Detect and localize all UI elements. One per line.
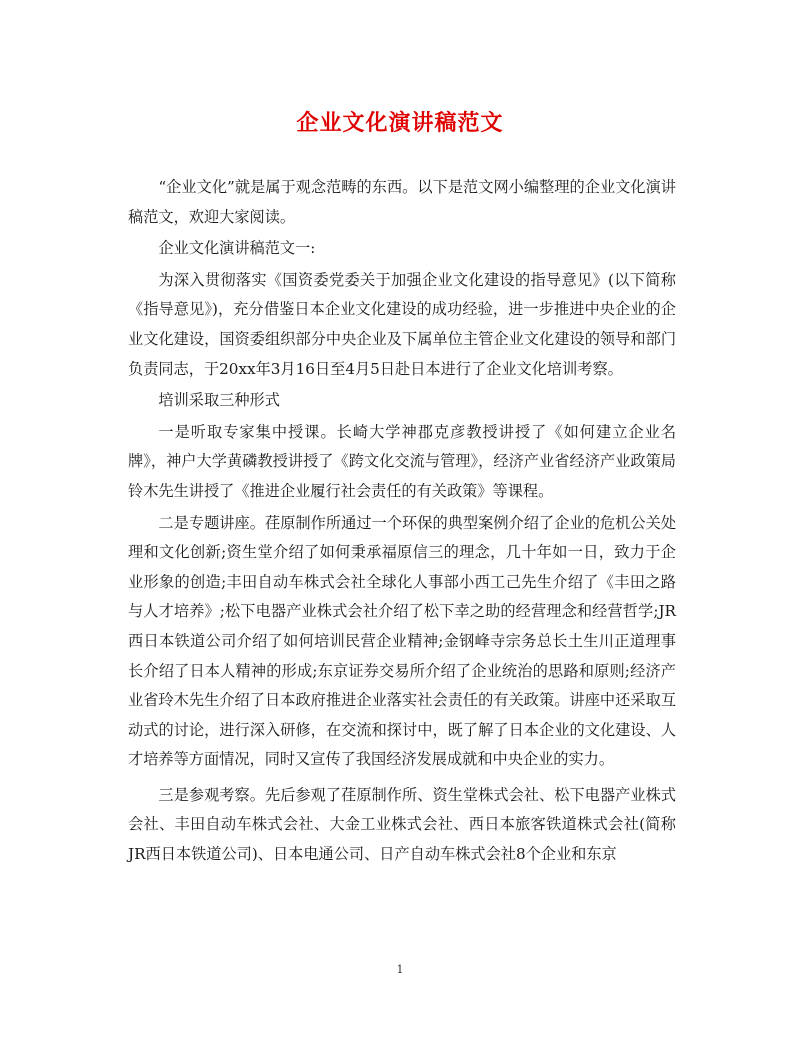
paragraph-heading-one: 企业文化演讲稿范文一: xyxy=(158,239,316,258)
page-number: 1 xyxy=(396,963,404,976)
paragraph-visits: 三是参观考察。先后参观了荏原制作所、资生堂株式会社、松下电器产业株式会社、丰田自动车株式会社、大金工业株式会社、西日本旅客铁道株式会社(简称JR西日本铁道公司)、日本电通公司、日产自动车株式会社8个企业和东京 xyxy=(128,785,676,864)
paragraph-lectures: 一是听取专家集中授课。长崎大学神郡克彦教授讲授了《如何建立企业名牌》，神户大学黄磷教授讲授了《跨文化交流与管理》，经济产业省经济产业政策局铃木先生讲授了《推进企业履行社会责任的有关政策》等课程。 xyxy=(128,422,676,500)
document-body xyxy=(128,173,676,870)
paragraph-intro: “企业文化”就是属于观念范畴的东西。以下是范文网小编整理的企业文化演讲稿范文，欢迎大家阅读。 xyxy=(128,178,676,226)
document-title: 企业文化演讲稿范文 xyxy=(296,110,504,136)
paragraph-training-forms: 培训采取三种形式 xyxy=(158,391,280,410)
paragraph-seminars: 二是专题讲座。荏原制作所通过一个环保的典型案例介绍了企业的危机公关处理和文化创新;资生堂介绍了如何秉承福原信三的理念，几十年如一日，致力于企业形象的创造;丰田自动车株式会社全球化人事部小西工己先生介绍了《丰田之路与人才培养》;松下电器产业株式会社介绍了松下幸之助的经营理念和经营哲学;JR西日本铁道公司介绍了如何培训民营企业精神;金钢峰寺宗务总长土生川正道理事长介绍了日本人精神的形成;东京证券交易所介绍了企业统治的思路和原则;经济产业省玲木先生介绍了日本政府推进企业落实社会责任的有关政策。讲座中还采取互动式的讨论，进行深入研修，在交流和探讨中，既了解了日本企业的文化建设、人才培养等方面情况，同时又宣传了我国经济发展成就和中央企业的实力。 xyxy=(128,513,676,769)
paragraph-background: 为深入贯彻落实《国资委党委关于加强企业文化建设的指导意见》(以下简称《指导意见》)，充分借鉴日本企业文化建设的成功经验，进一步推进中央企业的企业文化建设，国资委组织部分中央企业及下属单位主管企业文化建设的领导和部门负责同志，于20xx年3月16日至4月5日赴日本进行了企业文化培训考察。 xyxy=(128,270,676,378)
